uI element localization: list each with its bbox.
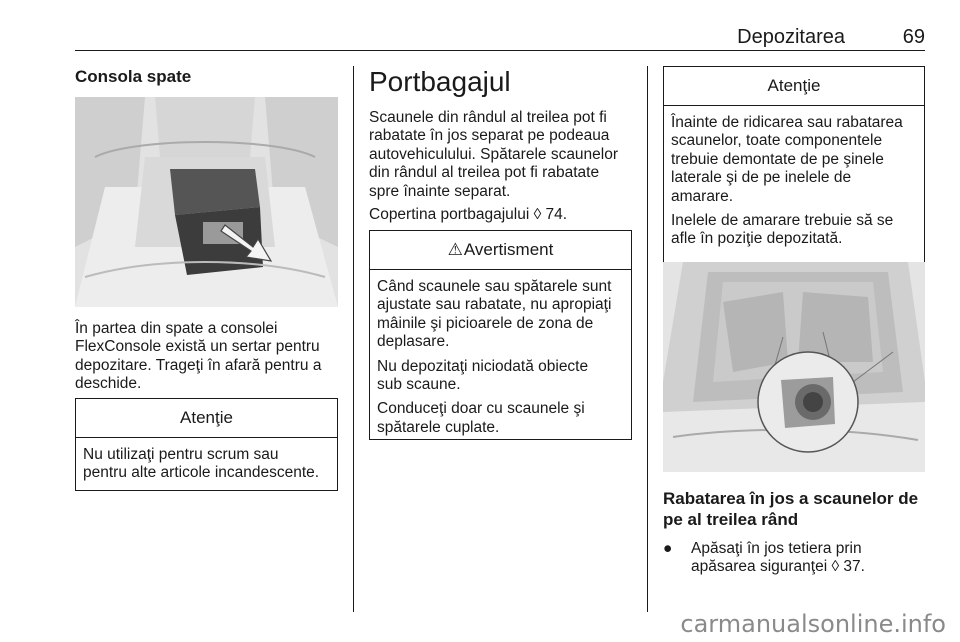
warning-paragraph [377, 400, 624, 437]
column-divider-left [353, 66, 354, 612]
text-line: autovehiculului. Spătarele scaunelor [369, 145, 619, 163]
text-line: FlexConsole există un sertar pentru [75, 338, 320, 356]
trunk-description [369, 109, 639, 201]
watermark: carmanualsonline.info [680, 610, 946, 638]
text-line: Nu utilizaţi pentru scrum sau [83, 446, 279, 463]
trunk-seat-figure [663, 262, 925, 472]
caution-paragraph [671, 212, 917, 249]
rear-console-figure [75, 97, 338, 307]
text-line: scaunelor, toate componentele [671, 132, 883, 150]
text-line: spre înainte separat. [369, 182, 511, 200]
caution-body [76, 438, 337, 483]
step-text [691, 540, 921, 577]
warning-header [370, 231, 631, 270]
section-title: Depozitarea [737, 26, 845, 48]
text-line: apăsarea siguranţei ◊ 37. [691, 558, 865, 576]
header-rule [75, 50, 925, 51]
caution-box-console [75, 398, 338, 491]
warning-paragraph [377, 278, 624, 352]
heading-portbagajul: Portbagajul [369, 66, 511, 97]
text-line: ajustate sau rabatate, nu apropiaţi [377, 296, 612, 314]
bullet-icon: ● [663, 540, 673, 557]
warning-box [369, 230, 632, 440]
text-line: laterale şi de pe inelele de [671, 169, 852, 187]
text-line: Apăsaţi în jos tetiera prin [691, 540, 862, 557]
text-line: deplasare. [377, 333, 450, 351]
text-line: Când scaunele sau spătarele sunt [377, 278, 612, 295]
heading-consola-spate: Consola spate [75, 67, 192, 86]
text-line: sub scaune. [377, 376, 461, 394]
warning-paragraph [377, 358, 624, 395]
caution-title: Atenţie [76, 399, 337, 438]
caution-title: Atenţie [664, 67, 924, 106]
step-press-headrest [663, 540, 925, 580]
text-line: rabatate în jos separat pe podeaua [369, 127, 610, 145]
caution-box-seats [663, 66, 925, 279]
text-line: Nu depozitaţi niciodată obiecte [377, 357, 589, 375]
text-line: afle în poziţie depozitată. [671, 230, 843, 248]
text-line: depozitare. Trageţi în afară pentru a [75, 356, 322, 374]
text-line: Conduceţi doar cu scaunele şi [377, 400, 585, 418]
text-line: amarare. [671, 187, 734, 205]
text-line: trebuie demontate de pe şinele [671, 150, 884, 168]
page-header [75, 24, 925, 48]
text-line: În partea din spate a consolei [75, 320, 278, 337]
page-number: 69 [902, 26, 925, 48]
caution-text [83, 446, 330, 483]
caution-body [664, 106, 924, 249]
text-line: din rândul al treilea pot fi rabatate [369, 164, 600, 182]
text-line: mâinile şi picioarele de zona de [377, 314, 594, 332]
text-line: Inelele de amarare trebuie să se [671, 212, 894, 230]
text-line: deschide. [75, 375, 142, 393]
heading-line: pe al treilea rând [663, 510, 799, 529]
warning-title: Avertisment [463, 240, 554, 259]
heading-line: Rabatarea în jos a scaunelor de [663, 489, 919, 508]
warning-triangle-icon: ⚠ [447, 240, 463, 259]
text-line: pentru alte articole incandescente. [83, 464, 320, 482]
heading-fold-third-row [663, 488, 928, 530]
column-divider-right [647, 66, 648, 612]
text-line: Înainte de ridicarea sau rabatarea [671, 114, 903, 131]
caution-paragraph [671, 114, 917, 206]
text-line: spătarele cuplate. [377, 418, 500, 436]
cover-reference: Copertina portbagajului ◊ 74. [369, 206, 568, 223]
text-line: Scaunele din rândul al treilea pot fi [369, 109, 607, 126]
console-description [75, 320, 340, 394]
warning-body [370, 270, 631, 437]
